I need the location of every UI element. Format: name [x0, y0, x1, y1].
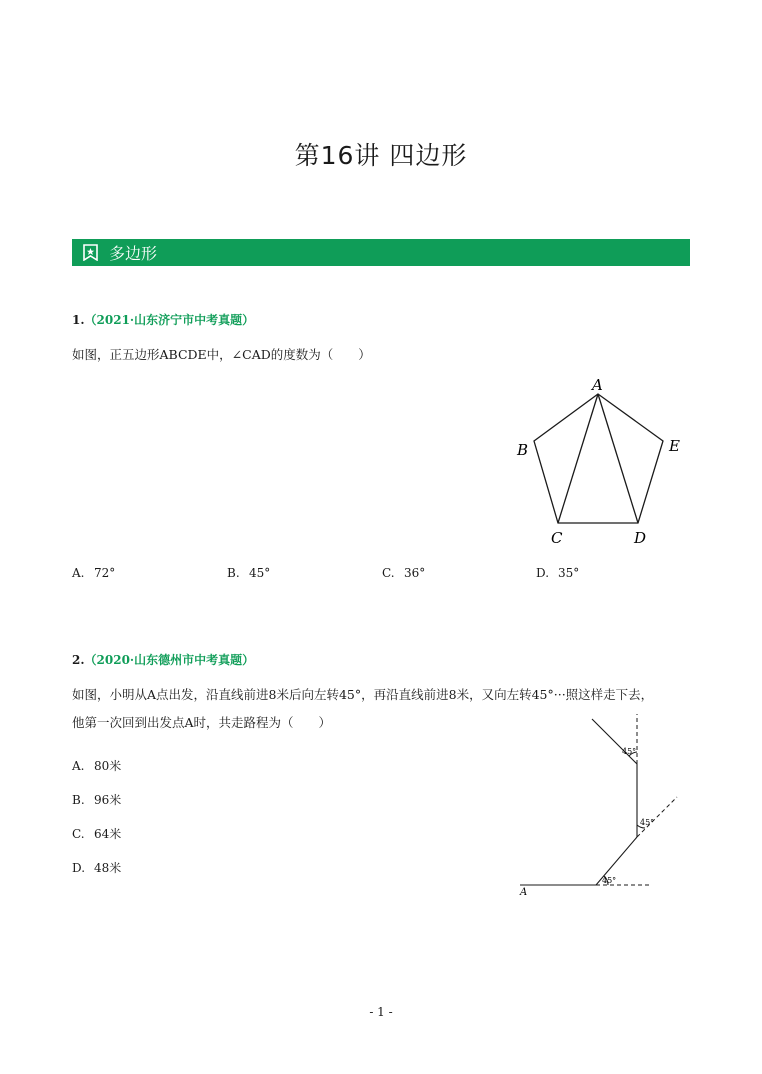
vertex-label-c: C [551, 529, 563, 547]
vertex-label-b: B [517, 441, 529, 459]
question-2-header [72, 651, 254, 668]
question-2-number: 2. [72, 653, 85, 667]
walking-path-figure [515, 712, 690, 902]
q2-option-b: B. 96米 [72, 793, 122, 807]
q1-option-a: A. 72° [72, 566, 116, 580]
q2-option-a: A. 80米 [72, 759, 122, 773]
q1-option-d: D. 35° [536, 566, 580, 580]
q2-option-c: C. 64米 [72, 827, 122, 841]
q1-option-b: B. 45° [227, 566, 271, 580]
question-2-source: （2020·山东德州市中考真题） [84, 653, 255, 667]
question-1-header [72, 311, 254, 328]
vertex-label-d: D [634, 529, 647, 547]
pentagon-figure [510, 378, 690, 550]
bookmark-star-icon [82, 244, 99, 261]
section-label: 多边形 [109, 244, 158, 263]
angle-label-1: 45° [602, 876, 617, 885]
angle-label-3: 45° [622, 747, 637, 756]
page-title: 第16讲 四边形 [294, 141, 468, 170]
q1-option-c: C. 36° [382, 566, 426, 580]
angle-label-2: 45° [640, 818, 655, 827]
question-1-number: 1. [72, 313, 85, 327]
vertex-label-e: E [669, 437, 680, 455]
q2-option-d: D. 48米 [72, 861, 122, 875]
question-1-source: （2021·山东济宁市中考真题） [84, 313, 255, 327]
question-2-stem-line2: 他第一次回到出发点A时，共走路程为（ ） [72, 715, 332, 730]
page-number: - 1 - [369, 1005, 393, 1019]
question-1-stem: 如图，正五边形ABCDE中，∠CAD的度数为（ ） [72, 347, 371, 362]
question-2-stem-line1: 如图，小明从A点出发，沿直线前进8米后向左转45°，再沿直线前进8米，又向左转45°···照这样走下去， [72, 687, 654, 702]
start-point-label: A [520, 887, 528, 898]
vertex-label-a: A [592, 378, 603, 394]
section-banner [72, 239, 690, 266]
